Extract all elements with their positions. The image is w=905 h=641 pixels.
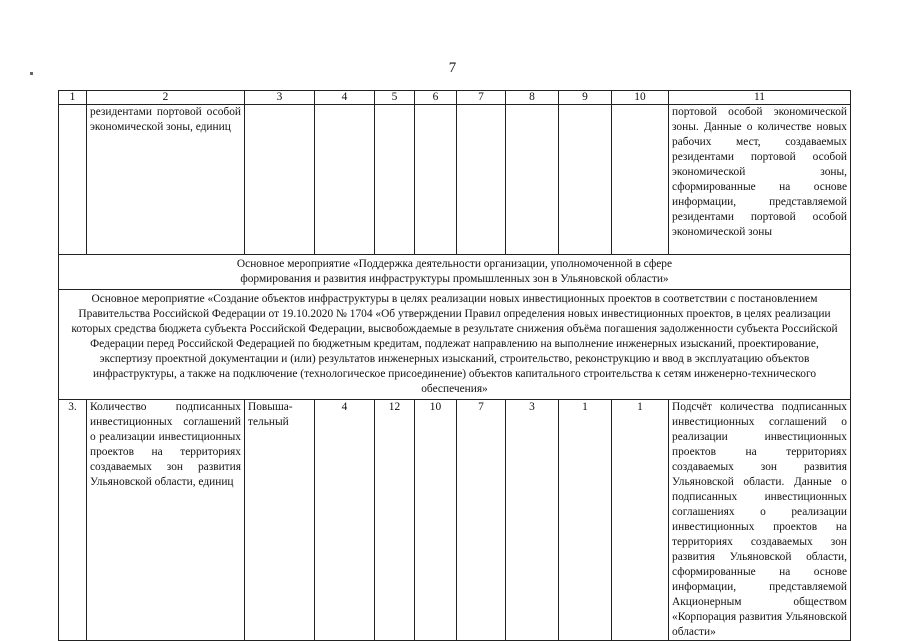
header-cell: 4 [315,91,375,105]
direction-cell: Повыша-тельный [245,400,315,641]
value-cell: 1 [612,400,669,641]
header-cell: 3 [245,91,315,105]
value-cell: 3 [506,400,559,641]
header-cell: 6 [415,91,457,105]
continuation-row [59,105,851,255]
section-title: Основное мероприятие «Создание объектов инфраструктуры в целях реализации новых инвестиционных проектов в соответствии с постановлением Правительства Российской Федерации от 19.10.2020 № 1704 «Об утверждении Правил определения новых инвестиционных проектов, в целях реализации которых средства бюджета субъекта Российской Федерации, высвобождаемые в результате снижения объёма погашения задолженности субъекта Российской Федерации перед Российской Федерацией по бюджетным кредитам, подлежат направлению на выполнение инженерных изысканий, проектирование, экспертизу проектной документации и (или) результатов инженерных изысканий, строительство, реконструкцию и ввод в эксплуатацию объектов инфраструктуры, а также на подключение (технологическое присоединение) объектов капитального строительства к сетям инженерно-технического обеспечения» [59,290,851,400]
header-cell: 11 [669,91,851,105]
indicator-table [58,90,851,641]
value-cell: 10 [415,400,457,641]
page-number: 7 [448,60,457,76]
row-number: 3. [59,400,87,641]
header-cell: 1 [59,91,87,105]
value-cell: 7 [457,400,506,641]
header-cell: 7 [457,91,506,105]
header-cell: 9 [559,91,612,105]
value-cell: 4 [315,400,375,641]
indicator-name-cell: Количество подписанных инвестиционных соглашений о реализации инвестиционных проектов на территориях создаваемых зон развития Ульяновской области, единиц [87,400,245,641]
header-row [59,91,851,105]
value-cell: 1 [559,400,612,641]
header-cell: 10 [612,91,669,105]
method-cell: портовой особой экономической зоны. Данные о количестве новых рабочих мест, создаваемых резидентами портовой особой экономической зоны, сформированные на основе информации, представляемой резидентами портовой особой экономической зоны [669,105,851,255]
header-cell: 5 [375,91,415,105]
header-cell: 2 [87,91,245,105]
section-title: Основное мероприятие «Поддержка деятельности организации, уполномоченной в сфере формирования и развития инфраструктуры промышленных зон в Ульяновской области» [59,255,851,290]
section-row [59,290,851,400]
indicator-name-cell: резидентами портовой особой экономической зоны, единиц [87,105,245,255]
value-cell: 12 [375,400,415,641]
header-cell: 8 [506,91,559,105]
indicator-row [59,400,851,641]
method-cell: Подсчёт количества подписанных инвестиционных соглашений о реализации инвестиционных проектов на территориях создаваемых зон развития Ульяновской области. Данные о подписанных инвестиционных соглашениях о реализации инвестиционных проектов на территориях создаваемых зон развития Ульяновской области, сформированные на основе информации, представляемой Акционерным обществом «Корпорация развития Ульяновской области» [669,400,851,641]
section-row [59,255,851,290]
